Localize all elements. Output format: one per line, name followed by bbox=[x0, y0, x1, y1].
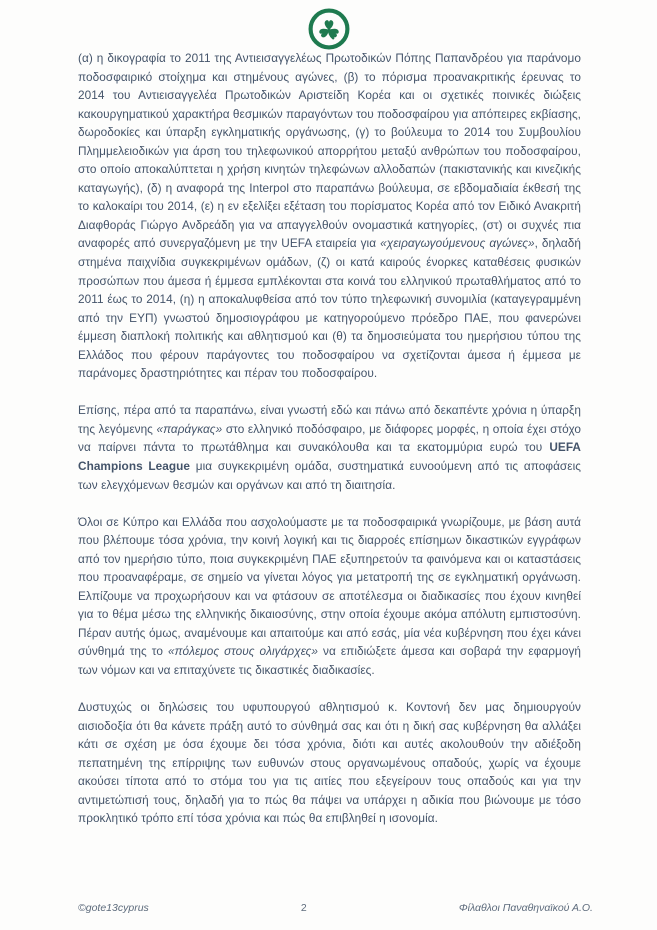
paragraph-segment: «πόλεμος στους ολιγάρχες» bbox=[167, 644, 319, 659]
paragraph-segment: (α) η δικογραφία το 2011 της Αντιεισαγγελέως Πρωτοδικών Πόπης Παπανδρέου για παράνομο ποδοσφαιρικό στοίχημα και στημένους αγώνες, (β) το πόρισμα προανακριτικής έρευνας το 2014 του Αντιεισαγγελέα Πρωτοδικών Αριστείδη Κορέα και οι σχετικές ποινικές διώξεις κακουργηματικού χαρακτήρα θεσμικών παραγόντων του ποδοσφαίρου για απόπειρες εκβίασης, δωροδοκίες και ύπαρξη εγκληματικής οργάνωσης, (γ) το βούλευμα το 2014 του Συμβουλίου Πλημμελειοδικών για άρση του τηλεφωνικού απορρήτου μεταξύ ανθρώπων του ποδοσφαίρου, στο οποίο αποκαλύπτεται η χρήση κινητών τηλεφώνων αλλοδαπών (πακιστανικής και κινεζικής καταγωγής), (δ) η αναφορά της Interpol στο παραπάνω βούλευμα, σε εβδομαδιαία έκθεσή της το καλοκαίρι του 2014, (ε) η εν εξελίξει εξέταση του πορίσματος Κορέα από τον Ειδικό Ανακριτή Διαφθοράς Γιώργο Ανδρεάδη για να απαγγελθούν ονομαστικά κατηγορίες, (στ) οι συχνές πια αναφορές από συνεργαζόμενη με την UEFA εταιρεία για bbox=[78, 51, 582, 251]
paragraph-segment: στο ελληνικό ποδόσφαιρο, με διάφορες μορφές, η οποία έχει στόχο να παίρνει πάντα το πρωτάθλημα και συνακόλουθα και τα εκατομμύρια ευρώ του bbox=[78, 421, 581, 455]
paragraph-segment: UEFA Champions League bbox=[78, 440, 581, 473]
page-footer bbox=[78, 902, 593, 914]
paragraph bbox=[78, 513, 581, 680]
paragraph bbox=[78, 49, 581, 383]
page-number: 2 bbox=[300, 902, 307, 914]
paragraph-segment: Όλοι σε Κύπρο και Ελλάδα που ασχολούμαστε με τα ποδοσφαιρικά γνωρίζουμε, με βάση αυτά που βλέπουμε τόσα χρόνια, την κοινή λογική και τις διαρροές επίσημων δικαστικών εγγράφων από τον ημερήσιο τύπο, ποια συγκεκριμένη ΠΑΕ εξυπηρετούν τα φαινόμενα και οι καταστάσεις που προαναφέραμε, σε σημείο να γίνεται λόγος για μετατροπή της σε εγκληματική οργάνωση. Ελπίζουμε να προχωρήσουν και να φτάσουν σε αποτέλεσμα οι διαδικασίες που έχουν κινηθεί για το θέμα μέσω της ελληνικής δικαιοσύνης, στην οποία έχουμε ακόμα απόλυτη εμπιστοσύνη. Πέραν αυτής όμως, αναμένουμε και απαιτούμε και από εσάς, μία νέα κυβέρνηση που έχει κάνει σύνθημά της το bbox=[78, 514, 581, 659]
document-body bbox=[78, 49, 581, 846]
paragraph-segment: «χειραγωγούμενους αγώνες» bbox=[380, 236, 535, 251]
paragraph-segment: Δυστυχώς οι δηλώσεις του υφυπουργού αθλητισμού κ. Κοντονή δεν μας δημιουργούν αισιοδοξία ότι θα κάνετε πράξη αυτό το σύνθημά σας και ότι η δική σας κυβέρνηση θα αλλάξει κάτι σε σχέση με όσα έχουμε δει τόσα χρόνια, διότι και αυτές ακολουθούν την αδιέξοδη πεπατημένη της επίρριψης των ευθυνών στους οργανωμένους οπαδούς, χωρίς να έχουμε ακούσει τίποτα από το στόμα του για τις αιτίες που εξεγείρουν τους οπαδούς και για την αντιμετώπισή τους, δηλαδή για το πώς θα πάψει να υπάρχει η αδικία που βιώνουμε με τόσο προκλητικό τρόπο επί τόσα χρόνια και πώς θα επιβληθεί η ισονομία. bbox=[78, 700, 581, 826]
footer-author: ©gote13cyprus bbox=[78, 902, 149, 914]
footer-organization: Φίλαθλοι Παναθηναϊκού Α.Ο. bbox=[458, 902, 593, 914]
paragraph bbox=[78, 698, 581, 828]
paragraph-segment: να επιδιώξετε άμεσα και σοβαρά την εφαρμογή των νόμων και να επιταχύνετε τις δικαστικές διαδικασίες. bbox=[78, 644, 582, 677]
paragraph-segment: Επίσης, πέρα από τα παραπάνω, είναι γνωστή εδώ και πάνω από δεκαπέντε χρόνια η ύπαρξη της λεγόμενης bbox=[78, 403, 581, 436]
paragraph bbox=[78, 401, 581, 494]
paragraph-segment: , δηλαδή στημένα παιχνίδια συγκεκριμένων ομάδων, (ζ) οι κατά καιρούς ένορκες καταθέσεις φυσικών προσώπων που άμεσα ή έμμεσα εμπλέκονται στα κοινά του ελληνικού πρωταθλήματος από το 2011 έως το 2014, (η) η αποκαλυφθείσα από τον τύπο τηλεφωνική συνομιλία (καταγεγραμμένη από την ΕΥΠ) γνωστού δημοσιογράφου με κατηγορούμενο πρόεδρο ΠΑΕ, που φανερώνει έμμεση διαπλοκή πολιτικής και αθλητισμού και (θ) τα δημοσιεύματα του ημερήσιου τύπου της Ελλάδος που φέρουν παράγοντες του ποδοσφαίρου να σχετίζονται άμεσα ή έμμεσα με παράνομες δραστηριότητες και πέραν του ποδοσφαίρου. bbox=[78, 236, 581, 381]
shamrock-logo-icon bbox=[306, 6, 352, 52]
paragraph-segment: μια συγκεκριμένη ομάδα, συστηματικά ευνοούμενη από τις αποφάσεις των ελεγχόμενων θεσμών και οργάνων και από τη διαιτησία. bbox=[78, 458, 581, 492]
paragraph-segment: «παράγκας» bbox=[156, 421, 223, 436]
